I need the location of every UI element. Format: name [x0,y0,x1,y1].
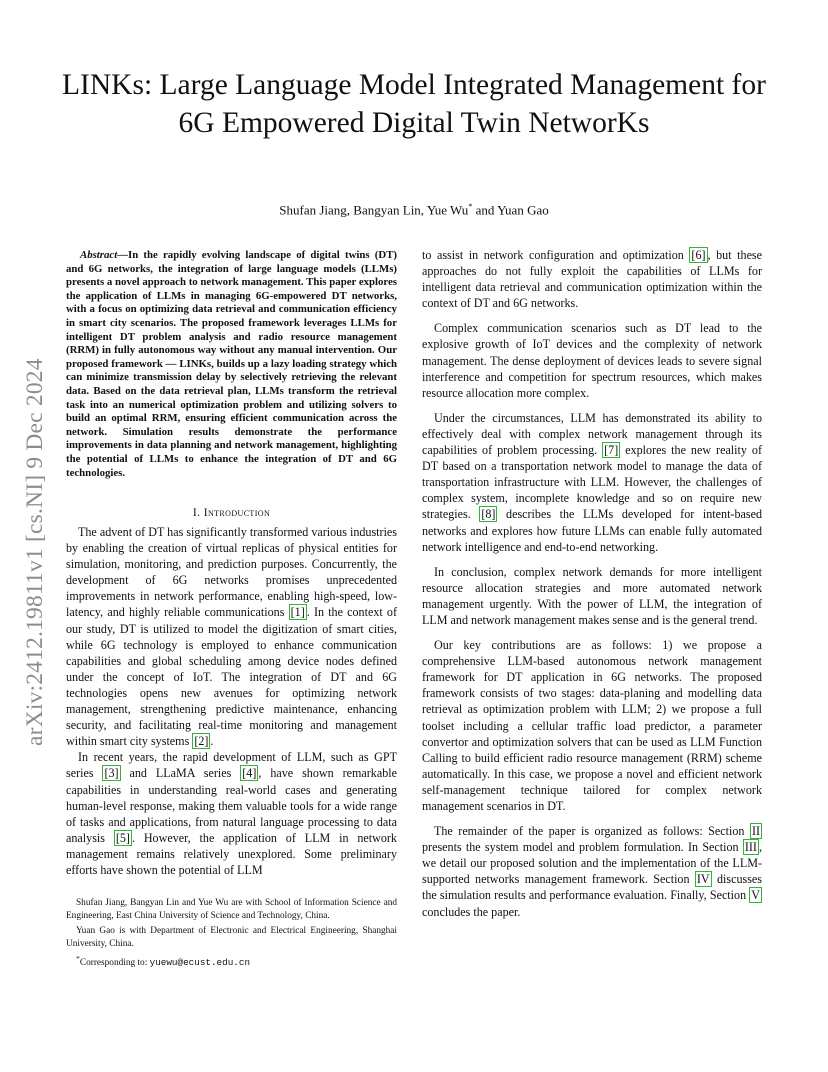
paragraph: to assist in network configuration and optimization [6] , but these approaches do not fully exploit the capabilities of LLMs for intelligent data retrieval and communication optimization within the context of DT and 6G networks. [422,248,763,311]
paragraph: The remainder of the paper is organized as follows: Section II presents the system model and problem formulation. In Section III , we detail our proposed solution and the implementation of the LLM-supported networks management framework. Section IV discusses the simulation results and performance evaluation. Finally, Section V concludes the paper. [422,824,762,919]
section-heading-introduction [66,506,397,519]
paragraph: In conclusion, complex network demands for more intelligent resource allocation strategies and more automated network management urgently. With the power of LLM, the integration of LLM and network management makes sense and is the general trend. [422,564,762,627]
arxiv-identifier-stamp: arXiv:2412.19811v1 [cs.NI] 9 Dec 2024 [22,358,48,746]
footnote-corresponding: *Corresponding to: yuewu@ecust.edu.cn [76,954,251,969]
paragraph: Under the circumstances, LLM has demonstrated its ability to effectively deal with complex network management through its capabilities of problem processing. [7] explores the new reality of DT based on a transportation network model to manage the data of transportation infrastructure with LLM. However, the challenges of complex system, incomplete knowledge and so on require new strategies. [8] describes the LLMs developed for intent-based networks and explores how future LLMs can enable fully automated network intelligence and end-to-end networking. [422,410,762,554]
section-title: Introduction [203,506,271,519]
abstract-text: In the rapidly evolving landscape of digital twins (DT) and 6G networks, the integration of large language models (LLMs) presents a novel approach to network management. This paper explores the application of LLMs in managing 6G-empowered DT networks, with a focus on optimizing data retrieval and communication efficiency in smart city scenarios. The proposed framework leverages LLMs for intelligent DT problem analysis and radio resource management (RRM) in fully autonomous way without any manual intervention. Our proposed framework — LINKs, builds up a lazy loading strategy which can minimize transmission delay by selectively retrieving the relevant data. Based on the data retrieval plan, LLMs transform the retrieval task into an numerical optimization problem and utilizing solvers to build an optimal RRM, ensuring efficient communication across the network. Simulation results demonstrate the performance improvements in data planning and network management, highlighting the potential of LLMs to enhance the integration of DT and 6G technologies. [66,249,397,479]
citation-link[interactable]: [4] [242,766,257,781]
citation-link[interactable]: [5] [115,830,130,845]
section-link[interactable]: II [751,824,760,839]
citation-link[interactable]: [7] [604,443,619,458]
citation-link[interactable]: [2] [194,734,209,749]
abstract: Abstract—In the rapidly evolving landscape of digital twins (DT) and 6G networks, the integration of large language models (LLMs) presents a novel approach to network management. This paper explores the application of LLMs in managing 6G-empowered DT networks, with a focus on optimizing data retrieval and communication efficiency in smart city scenarios. The proposed framework leverages LLMs for intelligent DT problem analysis and radio resource management (RRM) in fully autonomous way without any manual intervention. Our proposed framework — LINKs, builds up a lazy loading strategy which can minimize transmission delay by selectively retrieving the relevant data. Based on the data retrieval plan, LLMs transform the retrieval task into an numerical optimization problem and utilizing solvers to build an optimal RRM, ensuring efficient communication across the network. Simulation results demonstrate the performance improvements in data planning and network management, highlighting the potential of LLMs to enhance the integration of DT and 6G technologies. [66,249,397,479]
paragraph: Our key contributions are as follows: 1) we propose a comprehensive LLM-based autonomous network management framework for DT application in 6G networks. The proposed framework consists of two stages: data-planing and modelling data retrieval as optimization problem with LLM; 2) we propose a full toolset including a cellular traffic load predictor, a parameter convertor and optimization solvers that can be used as LLM Function Calling to build efficient radio resource management (RRM) scheme automatically. In this case, we propose a novel and efficient network self-management technique tailored for complex network management scenarios in DT. [422,638,762,813]
citation-link[interactable]: [1] [290,605,305,620]
section-link[interactable]: IV [696,872,710,887]
corresponding-author-mark: * [468,202,473,211]
section-link[interactable]: III [744,840,757,855]
footnotes [66,897,397,970]
citation-link[interactable]: [6] [691,248,706,262]
author-names: Shufan Jiang, Bangyan Lin, Yue Wu [279,202,469,218]
paragraph: In recent years, the rapid development of LLM, such as GPT series [3] and LLaMA series [4] , have shown remarkable capabilities in understanding real-world cases and generating human-level response, making them valuable tools for a wide range of tasks and applications, from natural language processing to data analysis [5] . However, the application of LLM in network management remains relatively unexplored. Some preliminary efforts have shown the potential of LLM [66,750,397,877]
section-number: I. [192,506,204,519]
section-link[interactable]: V [751,888,760,903]
introduction-left-column [66,524,397,878]
paper-title: LINKs: Large Language Model Integrated Management for 6G Empowered Digital Twin NetworKs [62,69,766,139]
author-last: and Yuan Gao [472,202,549,218]
footnote-affiliation: Yuan Gao is with Department of Electronic and Electrical Engineering, Shanghai University, China. [66,926,397,949]
introduction-right-column [422,247,762,920]
footnote-affiliation: Shufan Jiang, Bangyan Lin and Yue Wu are with School of Information Science and Engineering, East China University of Science and Technology, China. [66,898,397,921]
citation-link[interactable]: [8] [481,507,496,522]
paragraph: The advent of DT has significantly transformed various industries by enabling the creation of virtual replicas of physical entities for simulation, monitoring, and prediction purposes. Concurrently, the development of 6G networks promises unprecedented improvements in network performance, enabling high-speed, low-latency, and highly reliable communications [1] . In the context of our study, DT is utilized to model the digitization of smart cities, while 6G technology is employed to enhance communication capabilities and global scheduling among device nodes defined under the concept of IoT. The integration of DT and 6G technologies opens new avenues for optimizing network management, strengthening predictive maintenance, enhancing security, and facilitating real-time monitoring and management within smart city systems [2] . [66,525,397,749]
citation-link[interactable]: [3] [104,766,119,781]
paragraph: Complex communication scenarios such as DT lead to the explosive growth of IoT devices and the complexity of network management. The dense deployment of devices leads to severe signal interference and competition for spectrum resources, which makes resource allocation more complex. [422,321,762,400]
email-link[interactable]: yuewu@ecust.edu.cn [149,957,251,969]
abstract-label: Abstract [80,249,118,261]
author-list [60,202,768,218]
